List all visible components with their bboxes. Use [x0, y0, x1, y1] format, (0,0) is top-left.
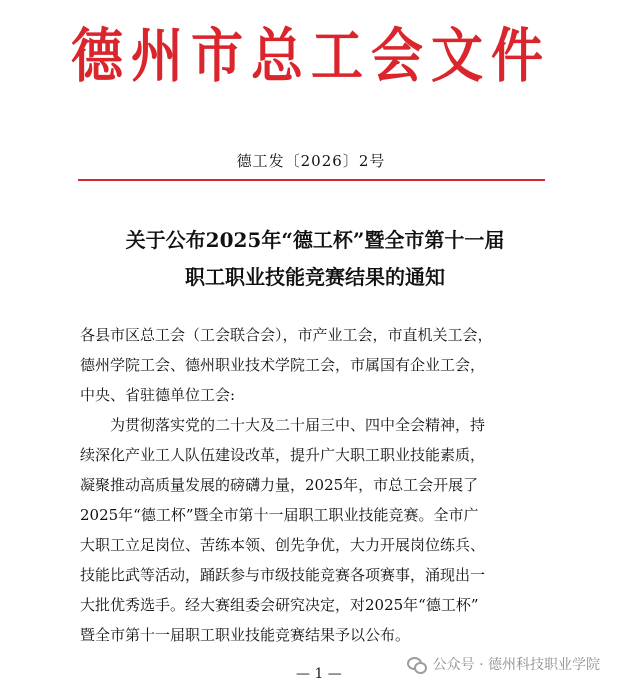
paragraph-line: 为贯彻落实党的二十大及二十届三中、四中全会精神，持	[110, 416, 486, 434]
paragraph-line: 暨全市第十一届职工职业技能竞赛结果予以公布。	[80, 626, 411, 644]
wechat-watermark	[407, 654, 600, 674]
paragraph-line: 大批优秀选手。经大赛组委会研究决定，对2025年“德工杯”	[80, 596, 479, 614]
paragraph-line: 续深化产业工人队伍建设改革，提升广大职工职业技能素质，	[80, 446, 486, 464]
addressee-line: 中央、省驻德单位工会:	[80, 386, 236, 404]
title-line-1: 关于公布2025年“德工杯”暨全市第十一届	[125, 228, 505, 252]
title-line-2: 职工职业技能竞赛结果的通知	[185, 265, 445, 289]
paragraph-line: 凝聚推动高质量发展的磅礴力量，2025年，市总工会开展了	[80, 476, 479, 494]
paragraph-line: 2025年“德工杯”暨全市第十一届职工职业技能竞赛。全市广	[80, 506, 479, 524]
watermark-text: 公众号 · 德州科技职业学院	[432, 657, 600, 673]
addressee-line: 德州学院工会、德州职业技术学院工会，市属国有企业工会，	[80, 356, 486, 374]
document-masthead: 德州市总工会文件	[70, 23, 551, 91]
notice-title	[60, 222, 570, 296]
wechat-icon	[407, 656, 427, 672]
paragraph-line: 大职工立足岗位、苦练本领、创先争优，大力开展岗位练兵、	[80, 536, 486, 554]
document-number: 德工发〔2026〕2号	[236, 152, 386, 170]
addressee-line: 各县市区总工会（工会联合会），市产业工会，市直机关工会，	[80, 326, 493, 344]
page-number: — 1 —	[296, 666, 342, 682]
paragraph-line: 技能比武等活动，踊跃参与市级技能竞赛各项赛事，涌现出一	[80, 566, 486, 584]
notice-body	[80, 320, 550, 650]
red-divider-line	[78, 179, 545, 181]
